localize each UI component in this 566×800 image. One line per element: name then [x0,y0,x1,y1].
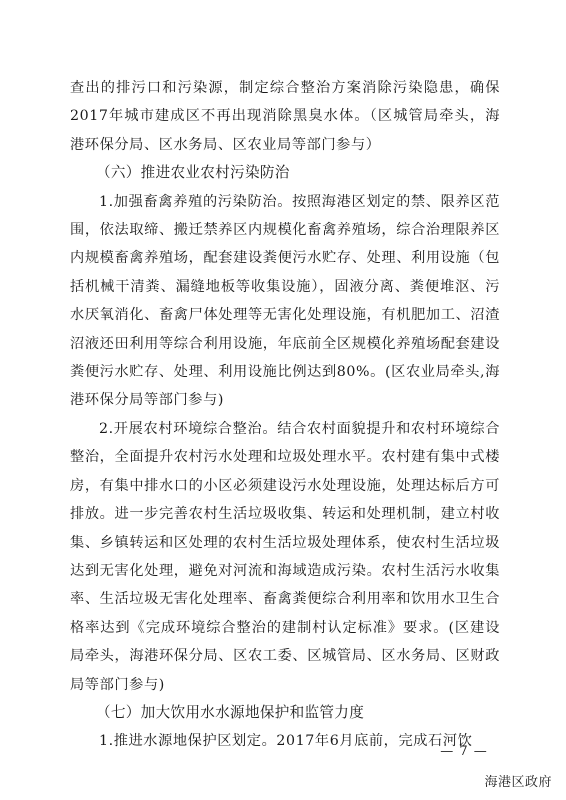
section-heading-six: （六）推进农业农村污染防治 [96,164,290,182]
document-body [70,74,500,756]
source-watermark: 海港区政府 [484,775,552,790]
paragraph-continuation: 查出的排污口和污染源，制定综合整治方案消除污染隐患，确保2017年城市建成区不再出现消除黑臭水体。（区城管局牵头，海港环保分局、区水务局、区农业局等部门参与） [70,80,500,153]
page-number: — 7 — [440,744,488,759]
paragraph-rural-environment: 2.开展农村环境综合整治。结合农村面貌提升和农村环境综合整治，全面提升农村污水处理和垃圾处理水平。农村建有集中式楼房，有集中排水口的小区必须建设污水处理设施，处理达标后方可排放。进一步完善农村生活垃圾收集、转运和处理机制，建立村收集、乡镇转运和区处理的农村生活垃圾处理体系，使农村生活垃圾达到无害化处理，避免对河流和海域造成污染。农村生活污水收集率、生活垃圾无害化处理率、畜禽粪便综合利用率和饮用水卫生合格率达到《完成环境综合整治的建制村认定标准》要求。(区建设局牵头，海港环保分局、区农工委、区城管局、区水务局、区财政局等部门参与) [70,420,500,693]
paragraph-water-source: 1.推进水源地保护区划定。2017年6月底前，完成石河饮 [99,733,473,750]
section-heading-seven: （七）加大饮用水水源地保护和监管力度 [96,703,365,721]
paragraph-livestock-pollution: 1.加强畜禽养殖的污染防治。按照海港区划定的禁、限养区范围，依法取缔、搬迁禁养区内规模化畜禽养殖场，综合治理限养区内规模畜禽养殖场，配套建设粪便污水贮存、处理、利用设施（包括机械干清粪、漏缝地板等收集设施），固液分离、粪便堆沤、污水厌氧消化、畜禽尸体处理等无害化处理设施，有机肥加工、沼渣沼液还田利用等综合利用设施，年底前全区规模化养殖场配套建设粪便污水贮存、处理、利用设施比例达到80%。(区农业局牵头,海港环保分局等部门参与) [70,193,500,409]
